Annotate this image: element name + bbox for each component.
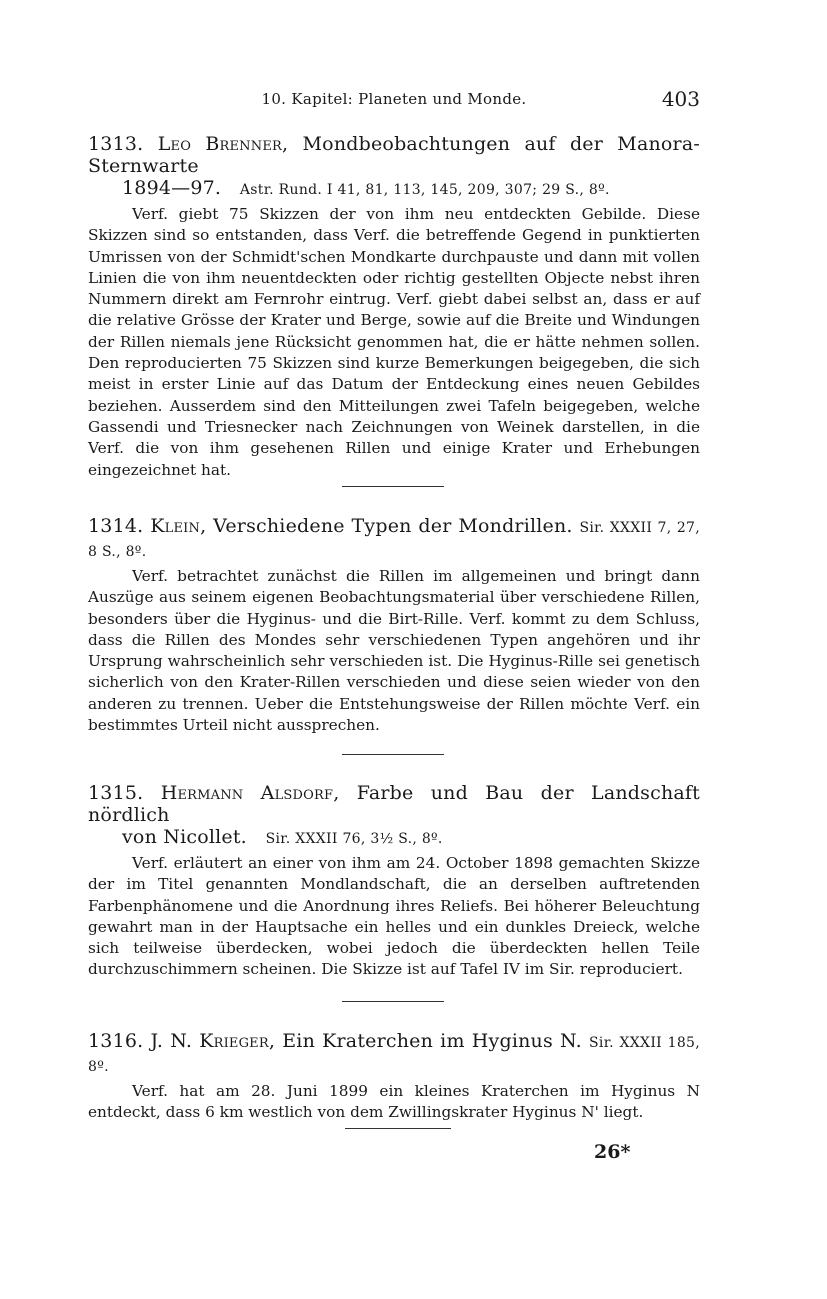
entry-1316: [88, 1030, 700, 1124]
signature-mark: 26*: [594, 1141, 631, 1163]
entry-number: 1313.: [88, 133, 144, 155]
entry-heading: [88, 133, 700, 201]
entry-title: Ein Kraterchen im Hyginus N.: [282, 1030, 582, 1052]
entry-author: Hermann Alsdorf,: [160, 782, 340, 804]
entry-abstract: Verf. giebt 75 Skizzen der von ihm neu entdeckten Gebilde. Diese Skizzen sind so entstanden, dass Verf. die betreffende Gegend in punktierten Umrissen von der Schmidt'schen Mondkarte durchpauste und dann mit vollen Linien die von ihm neuentdeckten oder richtig gestellten Objecte nebst ihren Nummern direkt am Fernrohr eintrug. Verf. giebt dabei selbst an, dass er auf die relative Grösse der Krater und Berge, sowie auf die Breite und Windungen der Rillen niemals jene Rücksicht genommen hat, die er hätte nehmen sollen. Den reproducierten 75 Skizzen sind kurze Bemerkungen beigegeben, die sich meist in erster Linie auf das Datum der Entdeckung eines neuen Gebildes beziehen. Ausserdem sind den Mitteilungen zwei Tafeln beigegeben, welche Gassendi und Triesnecker nach Zeichnungen von Weinek darstellen, in die Verf. die von ihm gesehenen Rillen und einige Krater und Erhebungen eingezeichnet hat.: [88, 205, 700, 479]
entry-number: 1315.: [88, 782, 144, 804]
entry-1315: [88, 782, 700, 981]
entry-abstract: Verf. hat am 28. Juni 1899 ein kleines Kraterchen im Hyginus N entdeckt, dass 6 km westlich von dem Zwillingskrater Hyginus N' liegt.: [88, 1082, 700, 1122]
entry-source: Sir. XXXII 76, 3½ S., 8º.: [265, 831, 443, 847]
entry-abstract: Verf. betrachtet zunächst die Rillen im allgemeinen und bringt dann Auszüge aus seinem eigenen Beobachtungsmaterial über verschiedene Rillen, besonders über die Hyginus- und die Birt-Rille. Verf. kommt zu dem Schluss, dass die Rillen des Mondes sehr verschiedenen Typen angehören und ihr Ursprung wahrscheinlich sehr verschieden ist. Die Hyginus-Rille sei genetisch sicherlich von den Krater-Rillen verschieden und diese seien wieder von den anderen zu trennen. Ueber die Entstehungsweise der Rillen möchte Verf. ein bestimmtes Urteil nicht aussprechen.: [88, 567, 700, 735]
entry-number: 1316.: [88, 1030, 144, 1052]
entry-title: Mondbeobachtungen auf der Manora-Sternwarte: [88, 133, 700, 177]
entry-author: Klein,: [150, 515, 207, 537]
entry-source: Sir. XXXII 7, 27, 8 S., 8º.: [88, 520, 700, 560]
entry-title: Verschiedene Typen der Mondrillen.: [213, 515, 573, 537]
entry-heading: [88, 782, 700, 850]
entry-heading: [88, 515, 700, 563]
entry-1313: [88, 133, 700, 481]
entry-heading: [88, 1030, 700, 1078]
entry-number: 1314.: [88, 515, 144, 537]
entry-title: Farbe und Bau der Landschaft nördlich: [88, 782, 700, 826]
entry-source: Sir. XXXII 185, 8º.: [88, 1035, 700, 1075]
separator-rule: [342, 486, 444, 487]
separator-rule: [342, 1001, 444, 1002]
page-number: 403: [661, 87, 700, 111]
running-head: [88, 87, 700, 114]
entry-1314: [88, 515, 700, 736]
entry-title-cont: 1894—97.: [122, 177, 222, 199]
separator-rule: [342, 754, 444, 755]
running-title: 10. Kapitel: Planeten und Monde.: [261, 90, 527, 108]
entry-author: Leo Brenner,: [157, 133, 289, 155]
entry-title-cont: von Nicollet.: [122, 826, 247, 848]
entry-source: Astr. Rund. I 41, 81, 113, 145, 209, 307; 29 S., 8º.: [239, 182, 610, 198]
separator-rule: [345, 1128, 451, 1129]
entry-abstract: Verf. erläutert an einer von ihm am 24. October 1898 gemachten Skizze der im Titel genannten Mondlandschaft, die an derselben auftretenden Farbenphänomene und die Anordnung ihres Reliefs. Bei höherer Beleuchtung gewahrt man in der Hauptsache ein helles und ein dunkles Dreieck, welche sich teilweise überdecken, wobei jedoch die überdeckten hellen Teile durchzuschimmern scheinen. Die Skizze ist auf Tafel IV im Sir. reproduciert.: [88, 854, 700, 979]
entry-author: J. N. Krieger,: [150, 1030, 276, 1052]
